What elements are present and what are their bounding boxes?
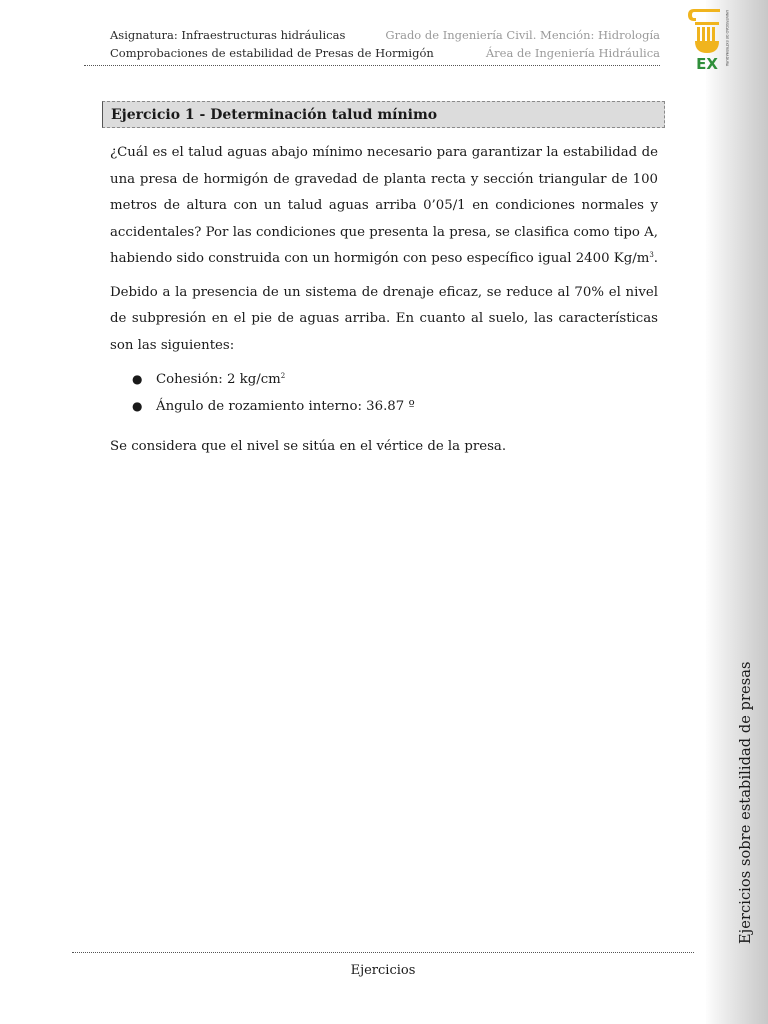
footer-label: Ejercicios [350, 963, 416, 978]
header-area: Área de Ingeniería Hidráulica [485, 46, 660, 60]
paragraph-1 [110, 140, 658, 273]
paragraph-2: Debido a la presencia de un sistema de drenaje eficaz, se reduce al 70% el nivel de subpresión en el pie de aguas arriba. En cuanto al suelo, las características son las siguientes: [110, 284, 658, 353]
paragraph-1-end: . [653, 251, 659, 266]
logo-text: EX [696, 55, 718, 72]
logo-university-name: UNIVERSIDAD DE EXTREMADURA [725, 10, 729, 67]
header-row-1 [110, 26, 660, 44]
list-item-superscript: 2 [280, 372, 286, 380]
list-item [110, 366, 658, 393]
header-degree: Grado de Ingeniería Civil. Mención: Hidrología [385, 28, 660, 42]
exercise-statement [110, 140, 658, 468]
paragraph-1-superscript: 3 [649, 251, 654, 259]
bullet-icon: ● [132, 372, 143, 386]
side-band [706, 0, 768, 1024]
exercise-title-box [102, 101, 665, 128]
header-subject: Asignatura: Infraestructuras hidráulicas [110, 28, 346, 42]
list-item [110, 393, 658, 420]
university-logo [686, 6, 736, 72]
exercise-title: Ejercicio 1 - Determinación talud mínimo [111, 106, 438, 123]
paragraph-3: Se considera que el nivel se sitúa en el vértice de la presa. [110, 439, 507, 454]
header-row-2 [110, 44, 660, 62]
side-title: Ejercicios sobre estabilidad de presas [738, 661, 754, 944]
page-header [110, 26, 660, 62]
list-item-text: Ángulo de rozamiento interno: 36.87 º [156, 399, 415, 414]
footer-divider [72, 952, 694, 953]
list-item-text: Cohesión: 2 kg/cm [156, 372, 281, 387]
soil-properties-list [110, 366, 658, 420]
paragraph-1-text: ¿Cuál es el talud aguas abajo mínimo necesario para garantizar la estabilidad de una presa de hormigón de gravedad de planta recta y sección triangular de 100 metros de altura con un talud aguas arriba 0’05/1 en condiciones normales y accidentales? Por las condiciones que presenta la presa, se clasifica como tipo A, habiendo sido construida con un hormigón con peso específico igual 2400 Kg/m [110, 145, 658, 266]
header-divider [84, 65, 660, 66]
bullet-icon: ● [132, 399, 143, 413]
header-topic: Comprobaciones de estabilidad de Presas de Hormigón [110, 46, 434, 60]
